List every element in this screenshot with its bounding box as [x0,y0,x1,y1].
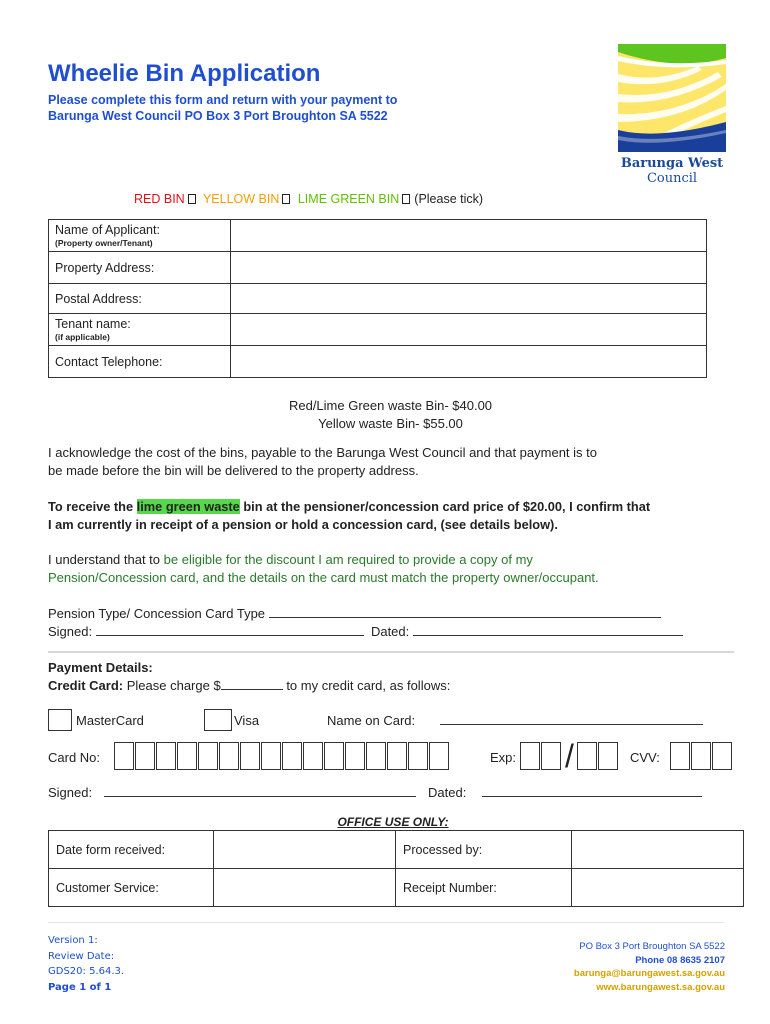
card-digit-box[interactable] [345,742,365,770]
red-bin-checkbox[interactable] [188,194,196,204]
expiry-boxes [520,738,619,774]
pension-dated-label: Dated: [370,624,410,639]
tick-note: (Please tick) [414,192,484,206]
card-no-label: Card No: [48,750,101,765]
tenant-name-field[interactable] [231,314,707,346]
acknowledge-line-1: I acknowledge the cost of the bins, payable to the Barunga West Council and that payment is to [48,445,597,460]
processed-by-label: Processed by: [396,831,572,869]
property-address-field[interactable] [231,252,707,284]
yellow-bin-checkbox[interactable] [282,194,290,204]
property-address-label: Property Address: [49,252,231,284]
cvv-boxes [670,742,733,770]
council-logo-name [610,156,734,186]
concession-pre: To receive the [48,499,137,514]
office-use-heading: OFFICE USE ONLY: [337,815,449,829]
payment-dated-label: Dated: [428,785,467,800]
card-digit-box[interactable] [114,742,134,770]
row-label: Tenant name: [55,317,131,331]
eligibility-green: be eligible for the discount I am required to provide a copy of my [163,552,533,567]
row-label: Name of Applicant: [55,223,160,237]
pension-section [48,605,738,641]
review-date-text: Review Date: [48,950,115,962]
eligibility-text [48,551,738,587]
pension-type-field[interactable] [269,607,661,618]
receipt-number-field[interactable] [572,869,744,907]
pension-signed-label: Signed: [48,624,93,639]
credit-card-label: Credit Card: [48,678,124,693]
exp-label: Exp: [490,750,517,765]
table-row [49,831,744,869]
office-use-table [48,830,744,907]
mastercard-label: MasterCard [76,713,144,728]
cvv-label: CVV: [630,750,660,765]
eligibility-pre: I understand that to [48,552,164,567]
applicant-details-table [48,219,707,378]
section-divider [48,651,734,653]
row-sublabel: (Property owner/Tenant) [55,238,153,248]
logo-name-line-2: Council [646,171,698,186]
name-on-card-field[interactable] [440,714,703,725]
card-digit-box[interactable] [408,742,428,770]
tenant-name-label [49,314,231,346]
concession-line-2: I am currently in receipt of a pension or hold a concession card, (see details below). [48,517,558,532]
version-text: Version 1: [48,935,98,946]
form-instructions [48,92,397,124]
bin-selection [134,192,483,206]
date-received-label: Date form received: [49,831,214,869]
postal-address-field[interactable] [231,284,707,314]
exp-digit-box[interactable] [541,742,561,770]
table-row [49,220,707,252]
acknowledge-line-2: be made before the bin will be delivered to the property address. [48,463,419,478]
contact-website-link[interactable]: www.barungawest.sa.gov.au [596,981,725,993]
customer-service-label: Customer Service: [49,869,214,907]
charge-amount-field[interactable] [221,679,283,690]
page-title: Wheelie Bin Application [48,60,321,87]
charge-pre: Please charge $ [123,678,221,693]
concession-post: bin at the pensioner/concession card price of $20.00, I confirm that [239,499,651,514]
card-digit-box[interactable] [282,742,302,770]
card-digit-box[interactable] [156,742,176,770]
card-digit-box[interactable] [219,742,239,770]
table-row [49,252,707,284]
price-yellow: Yellow waste Bin- $55.00 [318,416,463,431]
exp-digit-box[interactable] [598,742,618,770]
exp-digit-box[interactable] [577,742,597,770]
logo-name-line-1: Barunga West [620,156,724,171]
card-digit-box[interactable] [387,742,407,770]
applicant-name-field[interactable] [231,220,707,252]
council-contact [450,940,725,994]
gds-text: GDS20: 5.64.3. [48,966,125,977]
page-number: Page 1 of 1 [48,981,112,993]
payment-heading: Payment Details: [48,660,153,675]
receipt-number-label: Receipt Number: [396,869,572,907]
customer-service-field[interactable] [214,869,396,907]
contact-telephone-label: Contact Telephone: [49,346,231,378]
card-digit-box[interactable] [261,742,281,770]
visa-checkbox[interactable] [204,709,232,731]
card-digit-box[interactable] [240,742,260,770]
date-received-field[interactable] [214,831,396,869]
yellow-bin-label: YELLOW BIN [202,192,280,206]
pension-type-label: Pension Type/ Concession Card Type [48,606,266,621]
lime-bin-checkbox[interactable] [402,194,410,204]
payment-signed-field[interactable] [104,786,416,797]
exp-slash: / [565,738,574,774]
lime-green-highlight: lime green waste [136,499,240,514]
card-digit-box[interactable] [198,742,218,770]
applicant-name-label [49,220,231,252]
price-red-lime: Red/Lime Green waste Bin- $40.00 [288,398,493,413]
concession-text [48,498,738,534]
bin-prices [48,397,733,433]
card-digit-box[interactable] [303,742,323,770]
instructions-line-2: Barunga West Council PO Box 3 Port Broughton SA 5522 [48,109,388,123]
instructions-line-1: Please complete this form and return with your payment to [48,93,398,107]
card-digit-box[interactable] [429,742,449,770]
card-digit-box[interactable] [366,742,386,770]
contact-email-link[interactable]: barunga@barungawest.sa.gov.au [573,968,725,979]
contact-address: PO Box 3 Port Broughton SA 5522 [579,941,725,952]
contact-phone: Phone 08 8635 2107 [635,954,725,966]
pension-dated-field[interactable] [413,625,683,636]
lime-bin-label: LIME GREEN BIN [297,192,400,206]
eligibility-line-2: Pension/Concession card, and the details on the card must match the property owner/occupant. [48,570,599,585]
cvv-digit-box[interactable] [712,742,732,770]
row-sublabel: (if applicable) [55,332,110,342]
cvv-digit-box[interactable] [691,742,711,770]
table-row [49,346,707,378]
acknowledge-text [48,444,738,480]
table-row [49,869,744,907]
table-row [49,284,707,314]
payment-signed-label: Signed: [48,785,93,800]
card-number-boxes [114,742,450,770]
visa-label: Visa [234,713,260,728]
red-bin-label: RED BIN [134,192,185,206]
mastercard-checkbox[interactable] [48,709,72,731]
contact-telephone-field[interactable] [231,346,707,378]
payment-dated-field[interactable] [482,786,702,797]
document-info [48,933,124,995]
cvv-digit-box[interactable] [670,742,690,770]
footer-divider [48,922,724,923]
processed-by-field[interactable] [572,831,744,869]
pension-signed-field[interactable] [96,625,364,636]
postal-address-label: Postal Address: [49,284,231,314]
name-on-card-label: Name on Card: [327,713,416,728]
card-digit-box[interactable] [177,742,197,770]
card-digit-box[interactable] [135,742,155,770]
table-row [49,314,707,346]
card-digit-box[interactable] [324,742,344,770]
exp-digit-box[interactable] [520,742,540,770]
payment-section [48,659,738,695]
charge-post: to my credit card, as follows: [282,678,451,693]
